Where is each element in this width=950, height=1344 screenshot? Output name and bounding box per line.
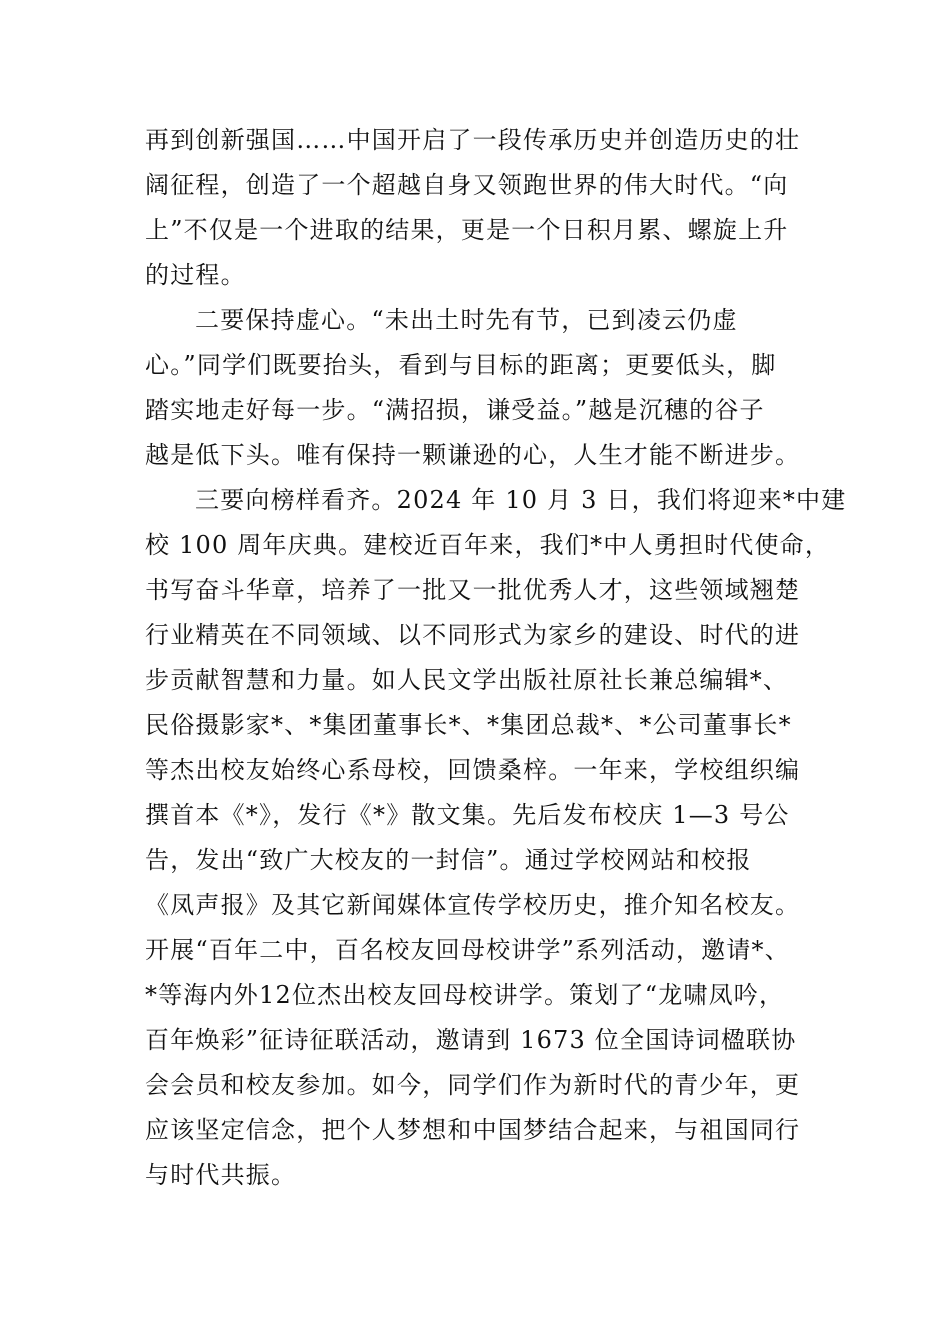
paragraph-start-line: 二要保持虚心。“未出土时先有节，已到凌云仍虚	[195, 306, 738, 334]
text-line: 步贡献智慧和力量。如人民文学出版社原社长兼总编辑*、	[145, 666, 789, 694]
text-line: 民俗摄影家*、*集团董事长*、*集团总裁*、*公司董事长*	[145, 711, 792, 739]
text-line: 开展“百年二中，百名校友回母校讲学”系列活动，邀请*、	[145, 936, 790, 964]
text-line: 书写奋斗华章，培养了一批又一批优秀人才，这些领域翘楚	[145, 576, 801, 604]
text-line: 撰首本《*》，发行《*》散文集。先后发布校庆 1—3 号公	[145, 801, 790, 829]
text-line: 等杰出校友始终心系母校，回馈桑梓。一年来，学校组织编	[145, 756, 801, 784]
text-line: 会会员和校友参加。如今，同学们作为新时代的青少年，更	[145, 1071, 801, 1099]
text-line: 越是低下头。唯有保持一颗谦逊的心，人生才能不断进步。	[145, 441, 801, 469]
text-line: 《凤声报》及其它新闻媒体宣传学校历史，推介知名校友。	[145, 891, 801, 919]
text-line: 踏实地走好每一步。“满招损，谦受益。”越是沉穗的谷子	[145, 396, 765, 424]
body-text	[145, 118, 847, 1198]
text-line: 上”不仅是一个进取的结果，更是一个日积月累、螺旋上升	[145, 216, 789, 244]
text-line: 告，发出“致广大校友的一封信”。通过学校网站和校报	[145, 846, 752, 874]
text-line: 与时代共振。	[145, 1161, 297, 1189]
text-line: 应该坚定信念，把个人梦想和中国梦结合起来，与祖国同行	[145, 1116, 801, 1144]
text-line: 心。”同学们既要抬头，看到与目标的距离；更要低头，脚	[145, 351, 777, 379]
text-line: *等海内外12位杰出校友回母校讲学。策划了“龙啸凤吟，	[145, 981, 785, 1009]
paragraph-start-line: 三要向榜样看齐。2024 年 10 月 3 日，我们将迎来*中建	[195, 486, 847, 514]
text-line: 的过程。	[145, 261, 246, 289]
text-line: 阔征程，创造了一个超越自身又领跑世界的伟大时代。“向	[145, 171, 789, 199]
text-line: 校 100 周年庆典。建校近百年来，我们*中人勇担时代使命，	[145, 531, 831, 559]
text-line: 行业精英在不同领域、以不同形式为家乡的建设、时代的进	[145, 621, 801, 649]
text-line: 再到创新强国……中国开启了一段传承历史并创造历史的壮	[145, 126, 801, 154]
text-line: 百年焕彩”征诗征联活动，邀请到 1673 位全国诗词楹联协	[145, 1026, 797, 1054]
